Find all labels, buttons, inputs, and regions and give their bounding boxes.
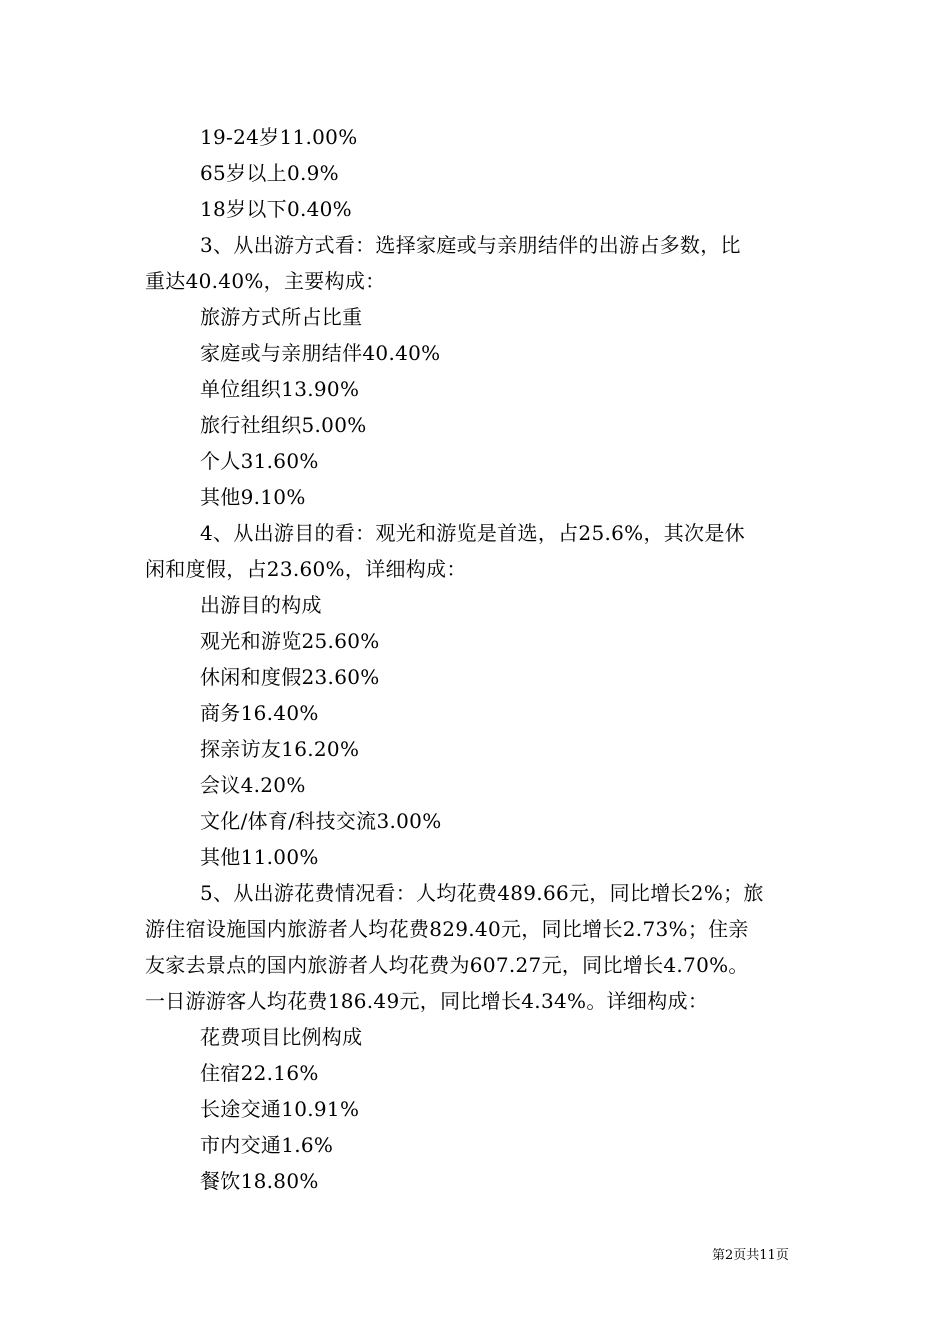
travel-mode-heading: 旅游方式所占比重	[200, 305, 363, 329]
purpose-meeting: 会议4.20%	[200, 773, 306, 797]
travel-purpose-heading: 出游目的构成	[200, 593, 322, 617]
page-number-footer: 第2页共11页	[712, 1248, 789, 1263]
spending-city-transport: 市内交通1.6%	[200, 1133, 334, 1157]
travel-purpose-paragraph-line-2: 闲和度假，占23.60%，详细构成：	[145, 557, 467, 581]
purpose-culture-sports-tech: 文化/体育/科技交流3.00%	[200, 809, 442, 833]
purpose-business: 商务16.40%	[200, 701, 319, 725]
purpose-leisure: 休闲和度假23.60%	[200, 665, 380, 689]
travel-mode-agency: 旅行社组织5.00%	[200, 413, 367, 437]
travel-mode-other: 其他9.10%	[200, 485, 306, 509]
travel-mode-paragraph-line-1: 3、从出游方式看：选择家庭或与亲朋结伴的出游占多数，比	[200, 233, 741, 257]
purpose-visiting-relatives: 探亲访友16.20%	[200, 737, 360, 761]
spending-long-distance-transport: 长途交通10.91%	[200, 1097, 360, 1121]
purpose-sightseeing: 观光和游览25.60%	[200, 629, 380, 653]
travel-mode-family: 家庭或与亲朋结伴40.40%	[200, 341, 441, 365]
spending-accommodation: 住宿22.16%	[200, 1061, 319, 1085]
travel-mode-individual: 个人31.60%	[200, 449, 319, 473]
spending-paragraph-line-3: 友家去景点的国内旅游者人均花费为607.27元，同比增长4.70%。	[145, 953, 749, 977]
spending-paragraph-line-2: 游住宿设施国内旅游者人均花费829.40元，同比增长2.73%；住亲	[145, 917, 749, 941]
travel-mode-organization: 单位组织13.90%	[200, 377, 360, 401]
travel-purpose-paragraph-line-1: 4、从出游目的看：观光和游览是首选，占25.6%，其次是休	[200, 521, 745, 545]
spending-heading: 花费项目比例构成	[200, 1025, 363, 1049]
travel-mode-paragraph-line-2: 重达40.40%，主要构成：	[145, 269, 386, 293]
spending-dining: 餐饮18.80%	[200, 1169, 319, 1193]
age-under-18-line: 18岁以下0.40%	[200, 197, 352, 221]
purpose-other: 其他11.00%	[200, 845, 319, 869]
age-19-24-line: 19-24岁11.00%	[200, 125, 358, 149]
spending-paragraph-line-4: 一日游游客人均花费186.49元，同比增长4.34%。详细构成：	[145, 989, 709, 1013]
age-65-plus-line: 65岁以上0.9%	[200, 161, 339, 185]
spending-paragraph-line-1: 5、从出游花费情况看：人均花费489.66元，同比增长2%；旅	[200, 881, 764, 905]
